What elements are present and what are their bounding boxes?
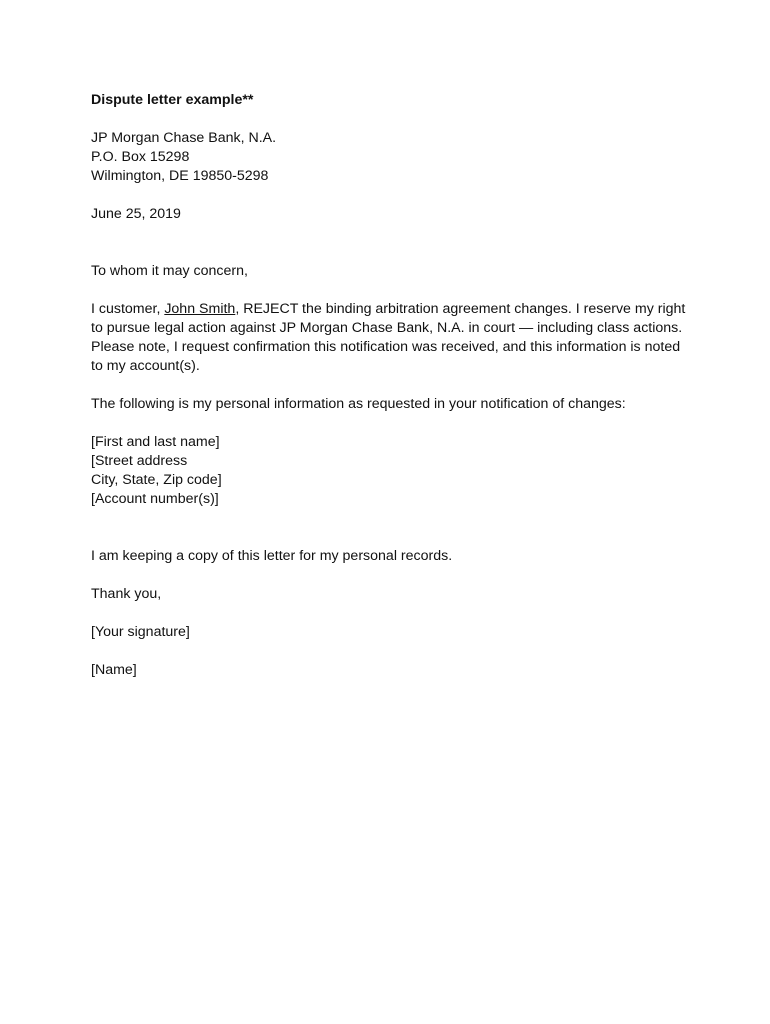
recipient-po-box: P.O. Box 15298: [91, 149, 190, 165]
body-paragraph-2: [91, 395, 691, 414]
name-placeholder: [Name]: [91, 662, 137, 678]
salutation: To whom it may concern,: [91, 263, 248, 279]
info-street-placeholder: [Street address: [91, 453, 188, 469]
signature-placeholder: [Your signature]: [91, 624, 190, 640]
body-para2: The following is my personal information as requested in your notification of changes:: [91, 396, 626, 412]
letter-date: June 25, 2019: [91, 206, 181, 222]
customer-name: John Smith: [164, 301, 236, 317]
closing-note: I am keeping a copy of this letter for my personal records.: [91, 548, 453, 564]
info-city-placeholder: City, State, Zip code]: [91, 472, 222, 488]
letter-page: [91, 91, 691, 680]
salutation-block: [91, 262, 691, 281]
info-name-placeholder: [First and last name]: [91, 434, 220, 450]
body-para1-line2: to pursue legal action against JP Morgan Chase Bank, N.A. in court — including class actions.: [91, 320, 683, 336]
body-para1-line1: [91, 300, 691, 319]
body-para1-line3: Please note, I request confirmation this notification was received, and this information is noted: [91, 339, 681, 355]
letter-date-block: [91, 205, 691, 224]
info-account-placeholder: [Account number(s)]: [91, 491, 219, 507]
recipient-address: [91, 129, 691, 186]
recipient-city-line: Wilmington, DE 19850-5298: [91, 168, 269, 184]
name-block: [91, 661, 691, 680]
body-para1-line4: to my account(s).: [91, 358, 200, 374]
letter-title: Dispute letter example**: [91, 92, 254, 108]
closing-note-block: [91, 547, 691, 566]
thanks-block: [91, 585, 691, 604]
personal-info-block: [91, 433, 691, 509]
body-paragraph-1: [91, 300, 691, 376]
closing-thanks: Thank you,: [91, 586, 162, 602]
signature-block: [91, 623, 691, 642]
recipient-name: JP Morgan Chase Bank, N.A.: [91, 130, 277, 146]
body-para1-prefix: I customer,: [91, 301, 165, 317]
body-para1-line1-rest: , REJECT the binding arbitration agreement changes. I reserve my right: [235, 301, 686, 317]
